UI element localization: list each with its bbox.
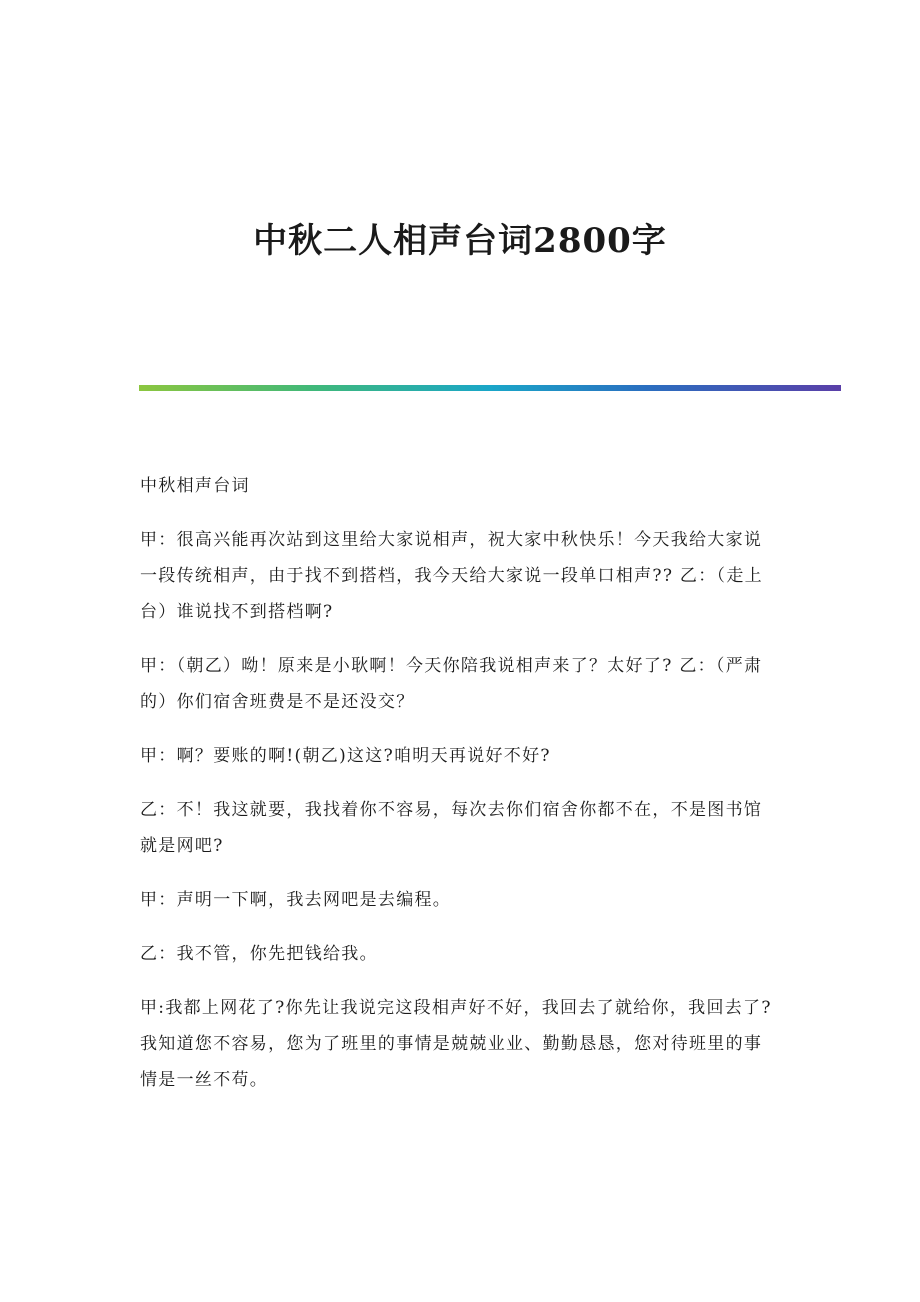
paragraph: 甲：很高兴能再次站到这里给大家说相声，祝大家中秋快乐！今天我给大家说一段传统相声，由于找不到搭档，我今天给大家说一段单口相声?? 乙：（走上台）谁说找不到搭档啊? bbox=[140, 530, 763, 622]
paragraph: 乙：我不管，你先把钱给我。 bbox=[140, 944, 378, 964]
paragraph: 乙：不！我这就要，我找着你不容易，每次去你们宿舍你都不在，不是图书馆就是网吧? bbox=[140, 800, 763, 856]
document-body bbox=[140, 468, 780, 1116]
paragraph: 甲：声明一下啊，我去网吧是去编程。 bbox=[140, 890, 452, 910]
document-title: 中秋二人相声台词2800字 bbox=[253, 221, 667, 261]
paragraph: 甲：（朝乙）呦！原来是小耿啊！今天你陪我说相声来了？太好了? 乙：（严肃的）你们宿舍班费是不是还没交？ bbox=[140, 656, 763, 712]
title-divider bbox=[139, 385, 841, 391]
paragraph: 甲：啊？要账的啊!(朝乙)这这?咱明天再说好不好? bbox=[140, 746, 551, 766]
paragraph: 甲:我都上网花了?你先让我说完这段相声好不好，我回去了就给你，我回去了?我知道您不容易，您为了班里的事情是兢兢业业、勤勤恳恳，您对待班里的事情是一丝不苟。 bbox=[140, 998, 772, 1090]
paragraph-heading: 中秋相声台词 bbox=[140, 476, 250, 496]
